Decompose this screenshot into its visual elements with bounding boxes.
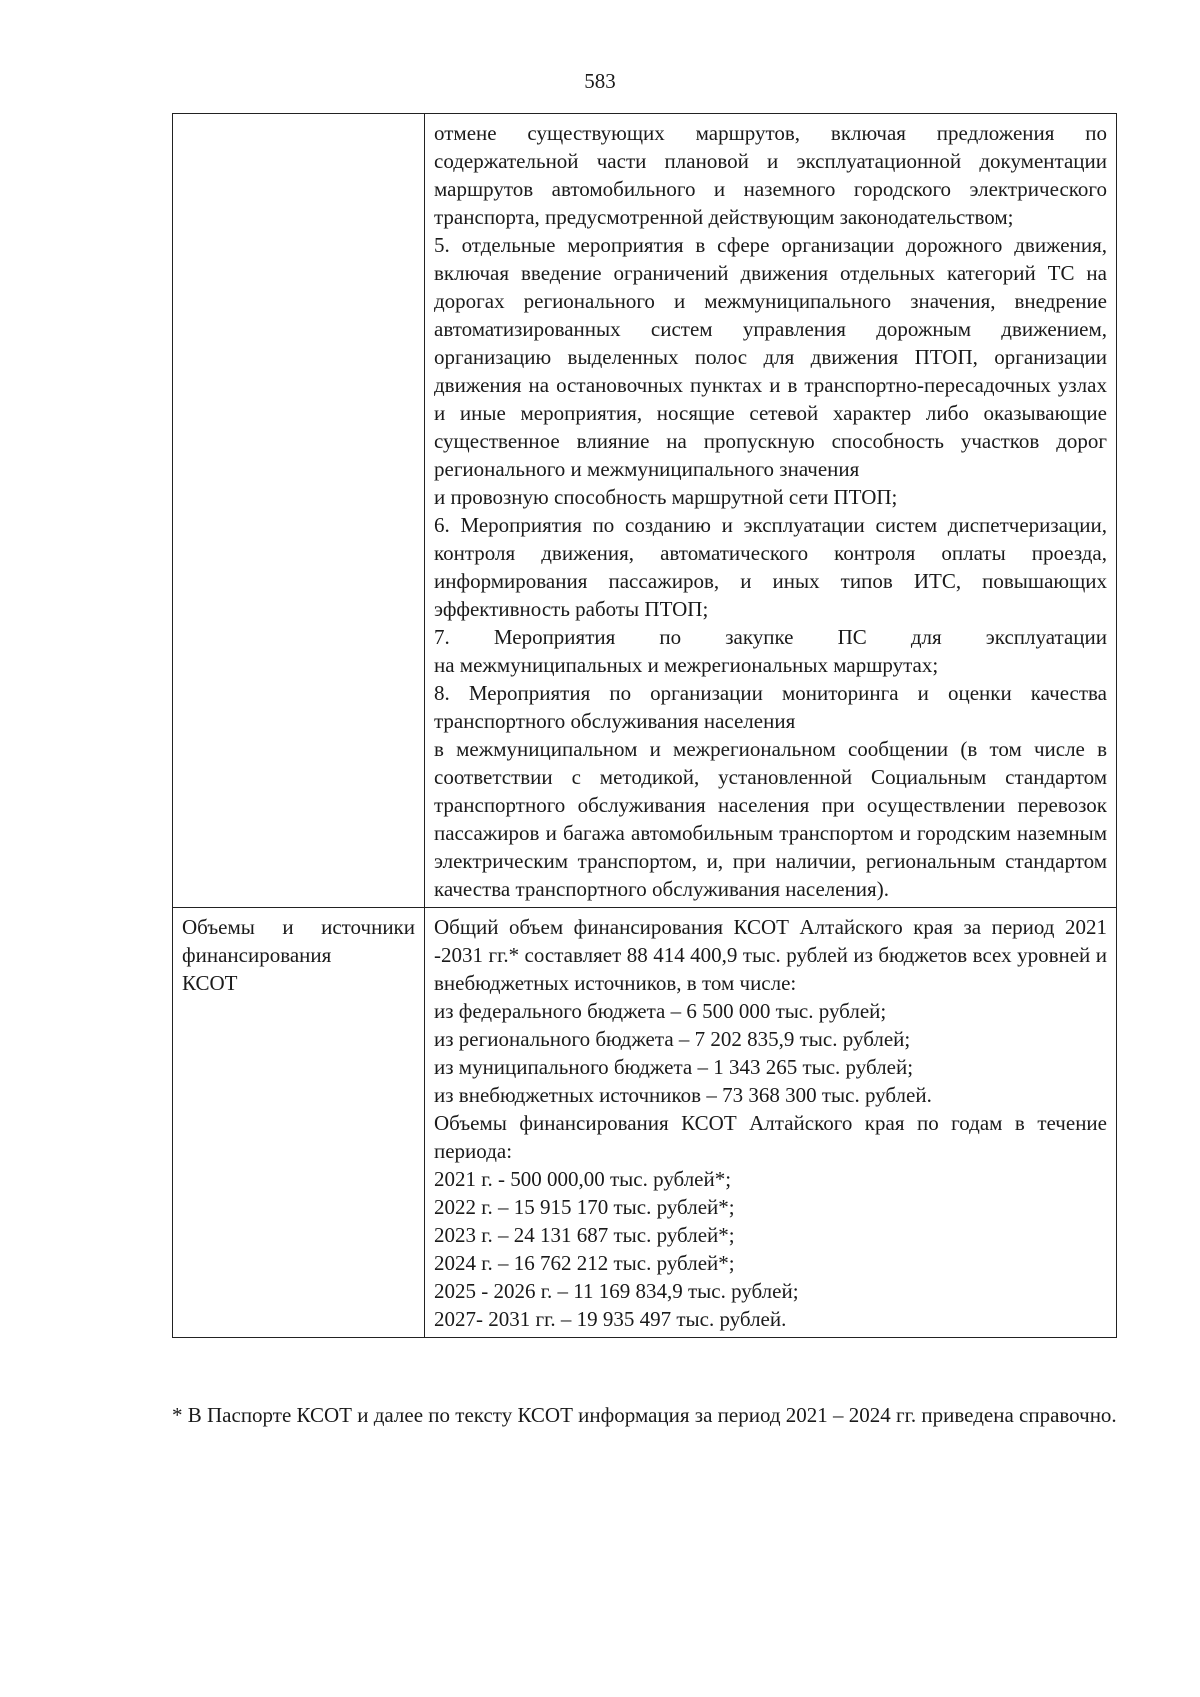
row1-content-cell: [425, 114, 1117, 908]
row2-content-cell: [425, 908, 1117, 1338]
paragraph: 6. Мероприятия по созданию и эксплуатации систем диспетчеризации, контроля движения, автоматического контроля оплаты проезда, информирования пассажиров, и иных типов ИТС, повышающих эффективность работы ПТОП;: [434, 513, 1107, 621]
paragraph: 2022 г. – 15 915 170 тыс. рублей*;: [434, 1195, 735, 1219]
paragraph: из внебюджетных источников – 73 368 300 тыс. рублей.: [434, 1083, 932, 1107]
paragraph: из муниципального бюджета – 1 343 265 тыс. рублей;: [434, 1055, 914, 1079]
paragraph: 2024 г. – 16 762 212 тыс. рублей*;: [434, 1251, 735, 1275]
row2-label-cell: [173, 908, 425, 1338]
paragraph: 7. Мероприятия по закупке ПС для эксплуатации: [434, 625, 1107, 649]
paragraph: и провозную способность маршрутной сети ПТОП;: [434, 485, 898, 509]
paragraph: отмене существующих маршрутов, включая предложения по содержательной части плановой и эксплуатационной документации маршрутов автомобильного и наземного городского электрического транспорта, предусмотренной действующим законодательством;: [434, 121, 1107, 229]
paragraph: 2027- 2031 гг. – 19 935 497 тыс. рублей.: [434, 1307, 787, 1331]
paragraph: 5. отдельные мероприятия в сфере организации дорожного движения, включая введение ограничений движения отдельных категорий ТС на дорогах регионального и межмуниципального значения, внедрение автоматизированных систем управления дорожным движением, организацию выделенных полос для движения ПТОП, организации движения на остановочных пунктах и в транспортно-пересадочных узлах и иные мероприятия, носящие сетевой характер либо оказывающие существенное влияние на пропускную способность участков дорог регионального и межмуниципального значения: [434, 233, 1107, 481]
passport-table: [172, 113, 1117, 1338]
paragraph: в межмуниципальном и межрегиональном сообщении (в том числе в соответствии с методикой, установленной Социальным стандартом транспортного обслуживания населения при осуществлении перевозок пассажиров и багажа автомобильным транспортом и городским наземным электрическим транспортом, и, при наличии, региональным стандартом качества транспортного обслуживания населения).: [434, 737, 1107, 901]
table-row: [173, 908, 1117, 1338]
paragraph: Объемы финансирования КСОТ Алтайского края по годам в течение периода:: [434, 1111, 1107, 1163]
paragraph: из федерального бюджета – 6 500 000 тыс. рублей;: [434, 999, 887, 1023]
page-number: 583: [584, 69, 616, 93]
label-line: КСОТ: [182, 971, 238, 995]
paragraph: 2023 г. – 24 131 687 тыс. рублей*;: [434, 1223, 735, 1247]
paragraph: из регионального бюджета – 7 202 835,9 тыс. рублей;: [434, 1027, 911, 1051]
paragraph: на межмуниципальных и межрегиональных маршрутах;: [434, 653, 939, 677]
paragraph: 2025 - 2026 г. – 11 169 834,9 тыс. рублей;: [434, 1279, 799, 1303]
row1-label-cell: [173, 114, 425, 908]
label-line: финансирования: [182, 943, 332, 967]
footnote: [172, 1400, 1117, 1430]
paragraph: 2021 г. - 500 000,00 тыс. рублей*;: [434, 1167, 732, 1191]
paragraph: Общий объем финансирования КСОТ Алтайского края за период 2021 -2031 гг.* составляет 88 414 400,9 тыс. рублей из бюджетов всех уровней и внебюджетных источников, в том числе:: [434, 915, 1107, 995]
footnote-text: * В Паспорте КСОТ и далее по тексту КСОТ информация за период 2021 – 2024 гг. приведена справочно.: [172, 1403, 1117, 1427]
table-row: [173, 114, 1117, 908]
paragraph: 8. Мероприятия по организации мониторинга и оценки качества транспортного обслуживания населения: [434, 681, 1107, 733]
label-line: Объемы и источники: [182, 915, 415, 939]
